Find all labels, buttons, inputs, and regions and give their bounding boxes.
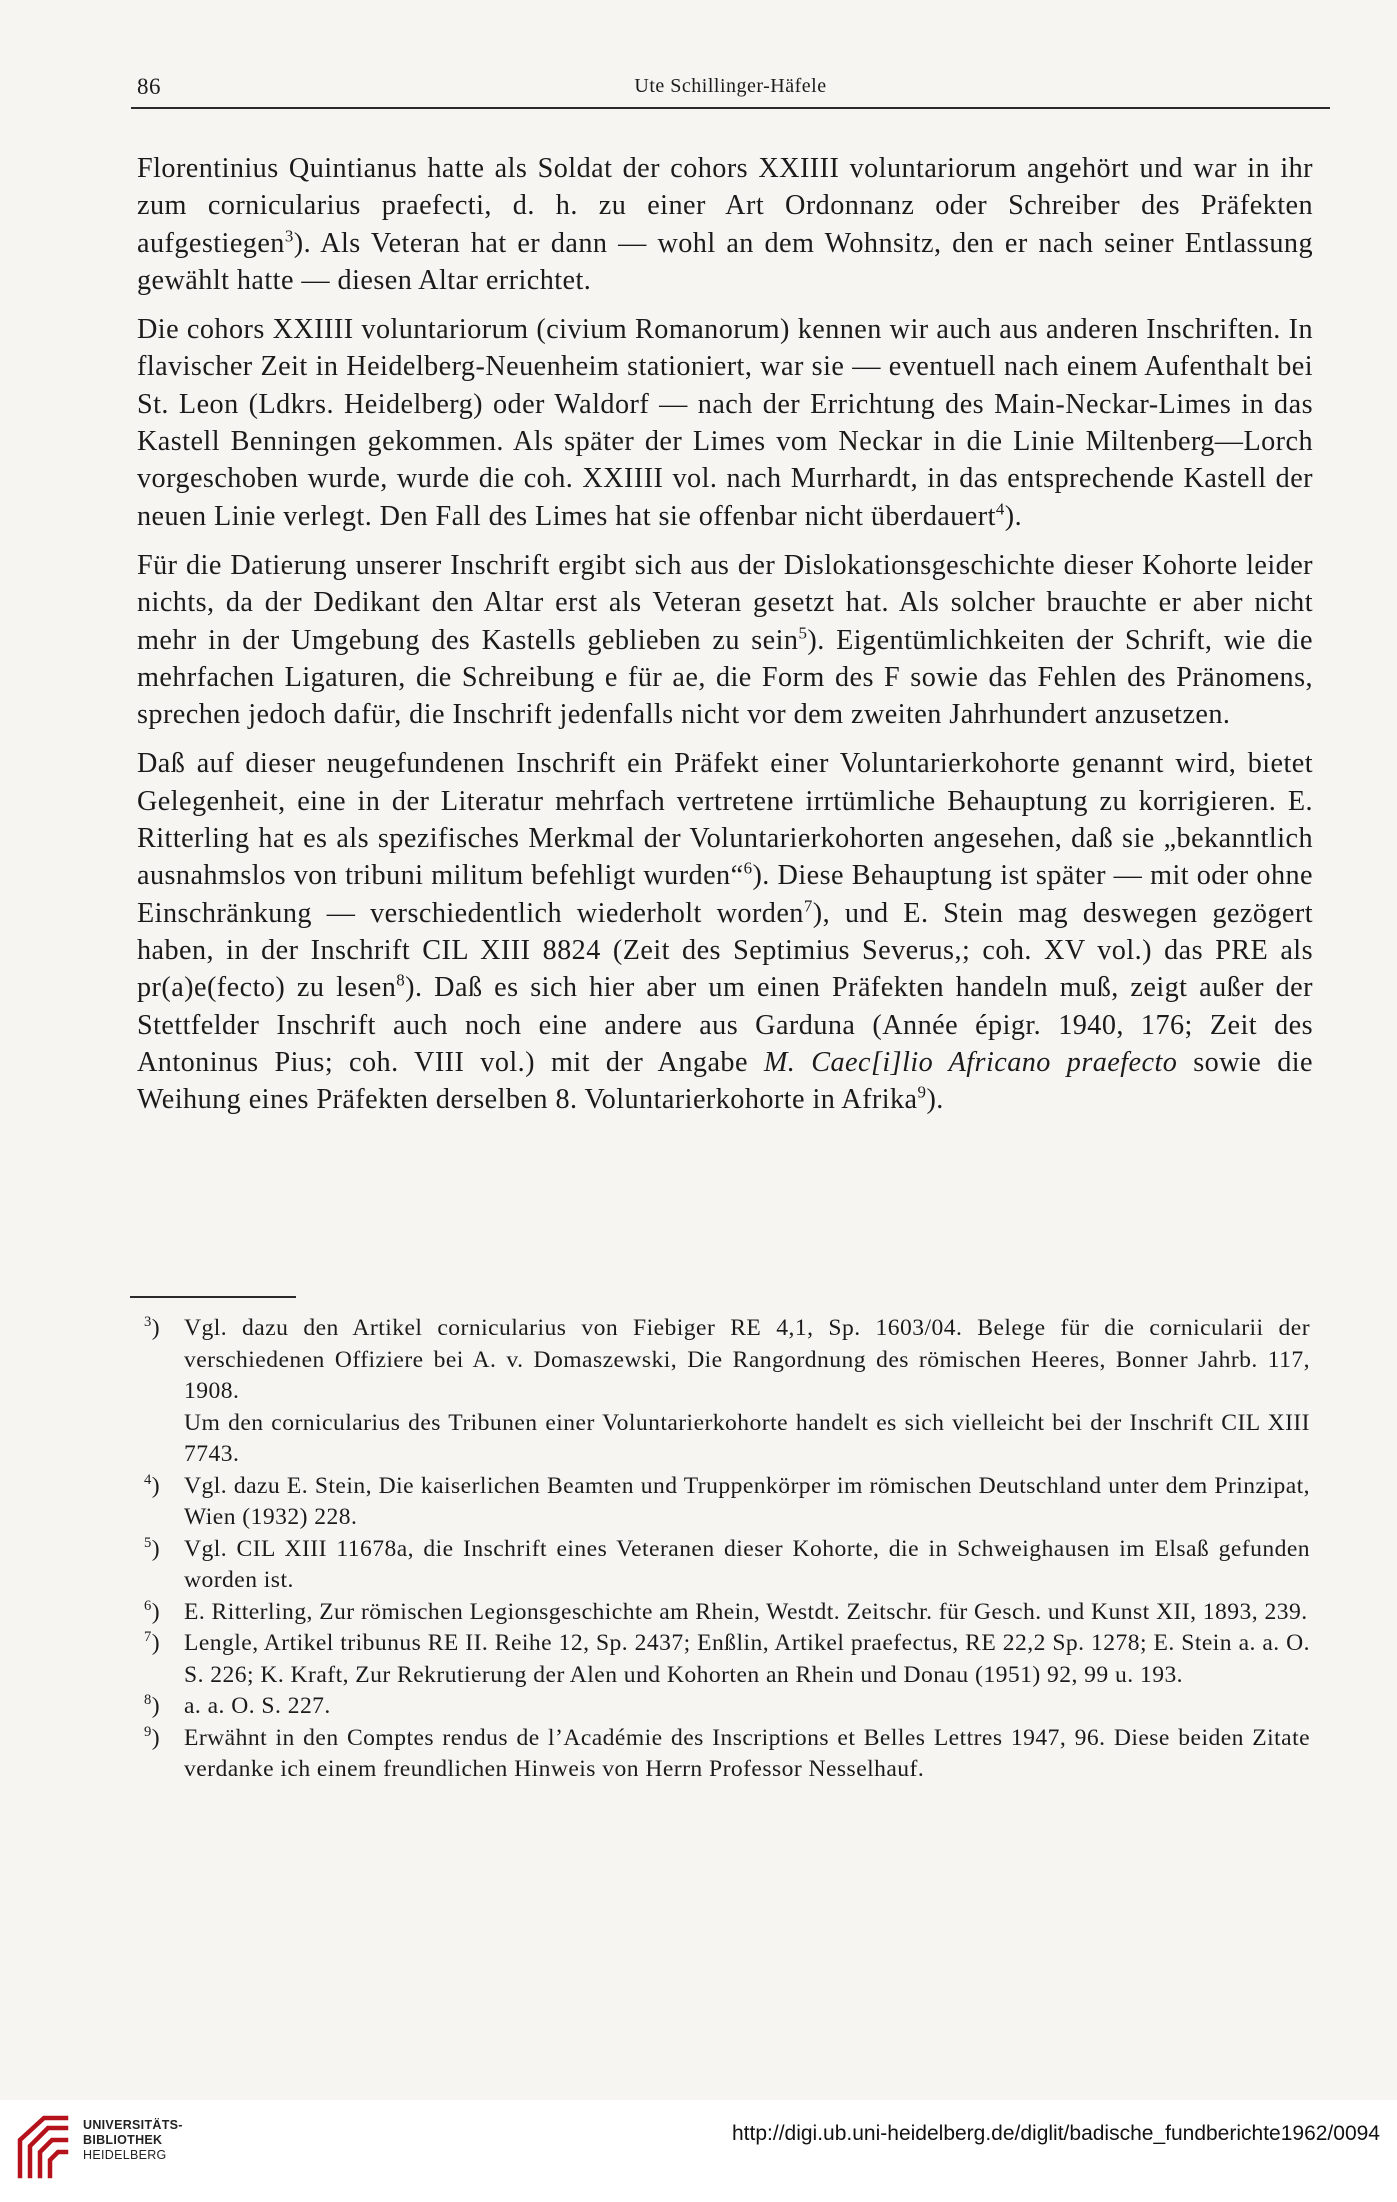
library-logo-icon	[14, 2110, 72, 2180]
footnote-ref: 8	[396, 970, 406, 990]
running-title: Ute Schillinger-Häfele	[634, 75, 827, 97]
footnote-marker: $^6$)	[144, 1597, 161, 1625]
footnote-4: $^4$) Vgl. dazu E. Stein, Die kaiserlichen Beamten und Truppenkörper im römischen Deutschland unter dem Prinzipat, Wien (1932) 228.	[144, 1471, 1310, 1530]
footnote-marker: $^5$)	[144, 1534, 161, 1562]
footnote-ref: 5	[798, 623, 808, 643]
footnote-marker: $^8$)	[144, 1692, 161, 1719]
running-header	[131, 70, 1330, 104]
footer-bar	[0, 2100, 1397, 2202]
footnote-ref: 4	[995, 499, 1005, 519]
footnote-ref: 7	[803, 896, 813, 916]
body-text	[137, 150, 1313, 1130]
footnote-ref: 3	[284, 226, 294, 246]
footnote-marker: $^4$)	[144, 1471, 161, 1499]
footnote-rule	[130, 1296, 296, 1298]
footnote-6: $^6$) E. Ritterling, Zur römischen Legionsgeschichte am Rhein, Westdt. Zeitschr. für Gesch. und Kunst XII, 1893, 239.	[144, 1597, 1310, 1629]
footnote-marker: $^7$)	[144, 1629, 161, 1656]
library-logo-text: UNIVERSITÄTS- BIBLIOTHEK HEIDELBERG	[83, 2118, 183, 2162]
header-rule	[131, 107, 1330, 109]
source-url-link[interactable]: http://digi.ub.uni-heidelberg.de/diglit/badische_fundberichte1962/0094	[732, 2122, 1380, 2145]
paragraph-1: Florentinius Quintianus hatte als Soldat der cohors XXIIII voluntariorum angehört und war in ihr zum cornicularius praefecti, d. h. zu einer Art Ordonnanz oder Schreiber des Präfekten aufgestiegen$^3$). Als Veteran hat er dann — wohl an dem Wohnsitz, den er nach seiner Entlassung gewählt hatte — diesen Altar errichtet.	[137, 153, 1313, 296]
footnote-7: $^7$) Lengle, Artikel tribunus RE II. Reihe 12, Sp. 2437; Enßlin, Artikel praefectus, RE 22,2 Sp. 1278; E. Stein a. a. O. S. 226; K. Kraft, Zur Rekrutierung der Alen und Kohorten an Rhein und Donau (1951) 92, 99 u. 193.	[144, 1629, 1310, 1688]
footnote-marker: $^9$)	[144, 1723, 161, 1751]
footnotes	[144, 1313, 1310, 1786]
paragraph-4: Daß auf dieser neugefundenen Inschrift ein Präfekt einer Voluntarierkohorte genannt wird, bietet Gelegenheit, eine in der Literatur mehrfach vertretene irrtümliche Behauptung zu korrigieren. E. Ritterling hat es als spezifisches Merkmal der Voluntarierkohorten angesehen, daß sie „bekanntlich ausnahmslos von tribuni militum befehligt wurden“$^6$). Diese Behauptung ist später — mit oder ohne Einschränkung — verschiedentlich wiederholt worden$^7$), und E. Stein mag deswegen gezögert haben, in der Inschrift CIL XIII 8824 (Zeit des Septimius Severus,; coh. XV vol.) das PRE als pr(a)e(fecto) zu lesen$^8$). Daß es sich hier aber um einen Präfekten handeln muß, zeigt außer der Stettfelder Inschrift auch noch eine andere aus Garduna (Année épigr. 1940, 176; Zeit des Antoninus Pius; coh. VIII vol.) mit der Angabe M. Caec[i]lio Africano praefecto sowie die Weihung eines Präfekten derselben 8. Voluntarierkohorte in Afrika$^9$).	[137, 748, 1313, 1116]
paragraph-2: Die cohors XXIIII voluntariorum (civium Romanorum) kennen wir auch aus anderen Inschriften. In flavischer Zeit in Heidelberg-Neuenheim stationiert, war sie — eventuell nach einem Aufenthalt bei St. Leon (Ldkrs. Heidelberg) oder Waldorf — nach der Errichtung des Main-Neckar-Limes in das Kastell Benningen gekommen. Als später der Limes vom Neckar in die Linie Miltenberg—Lorch vorgeschoben wurde, wurde die coh. XXIIII vol. nach Murrhardt, in das entsprechende Kastell der neuen Linie verlegt. Den Fall des Limes hat sie offenbar nicht überdauert$^4$).	[137, 314, 1313, 532]
footnote-ref: 6	[743, 858, 753, 878]
footnote-5: $^5$) Vgl. CIL XIII 11678a, die Inschrift eines Veteranen dieser Kohorte, die in Schweighausen im Elsaß gefunden worden ist.	[144, 1534, 1310, 1593]
italic-inscription: M. Caec[i]lio Africano praefecto	[763, 1046, 1178, 1078]
page-number: 86	[137, 74, 161, 99]
footnote-9: $^9$) Erwähnt in den Comptes rendus de l’Académie des Inscriptions et Belles Lettres 1947, 96. Diese beiden Zitate verdanke ich einem freundlichen Hinweis von Herrn Professor Nesselhauf.	[144, 1723, 1310, 1782]
footnote-marker: $^3$)	[144, 1314, 161, 1341]
paragraph-3: Für die Datierung unserer Inschrift ergibt sich aus der Dislokationsgeschichte dieser Kohorte leider nichts, da der Dedikant den Altar erst als Veteran gesetzt hat. Als solcher brauchte er aber nicht mehr in der Umgebung des Kastells geblieben zu sein$^5$). Eigentümlichkeiten der Schrift, wie die mehrfachen Ligaturen, die Schreibung e für ae, die Form des F sowie das Fehlen des Pränomens, sprechen jedoch dafür, die Inschrift jedenfalls nicht vor dem zweiten Jahrhundert anzusetzen.	[137, 549, 1313, 731]
footnote-8: $^8$) a. a. O. S. 227.	[144, 1691, 1310, 1723]
footnote-ref: 9	[917, 1082, 927, 1102]
footnote-3: $^3$) Vgl. dazu den Artikel cornicularius von Fiebiger RE 4,1, Sp. 1603/04. Belege für die cornicularii der verschiedenen Offiziere bei A. v. Domaszewski, Die Rangordnung des römischen Heeres, Bonner Jahrb. 117, 1908. Um den cornicularius des Tribunen einer Voluntarierkohorte handelt es sich vielleicht bei der Inschrift CIL XIII 7743.	[144, 1314, 1310, 1467]
